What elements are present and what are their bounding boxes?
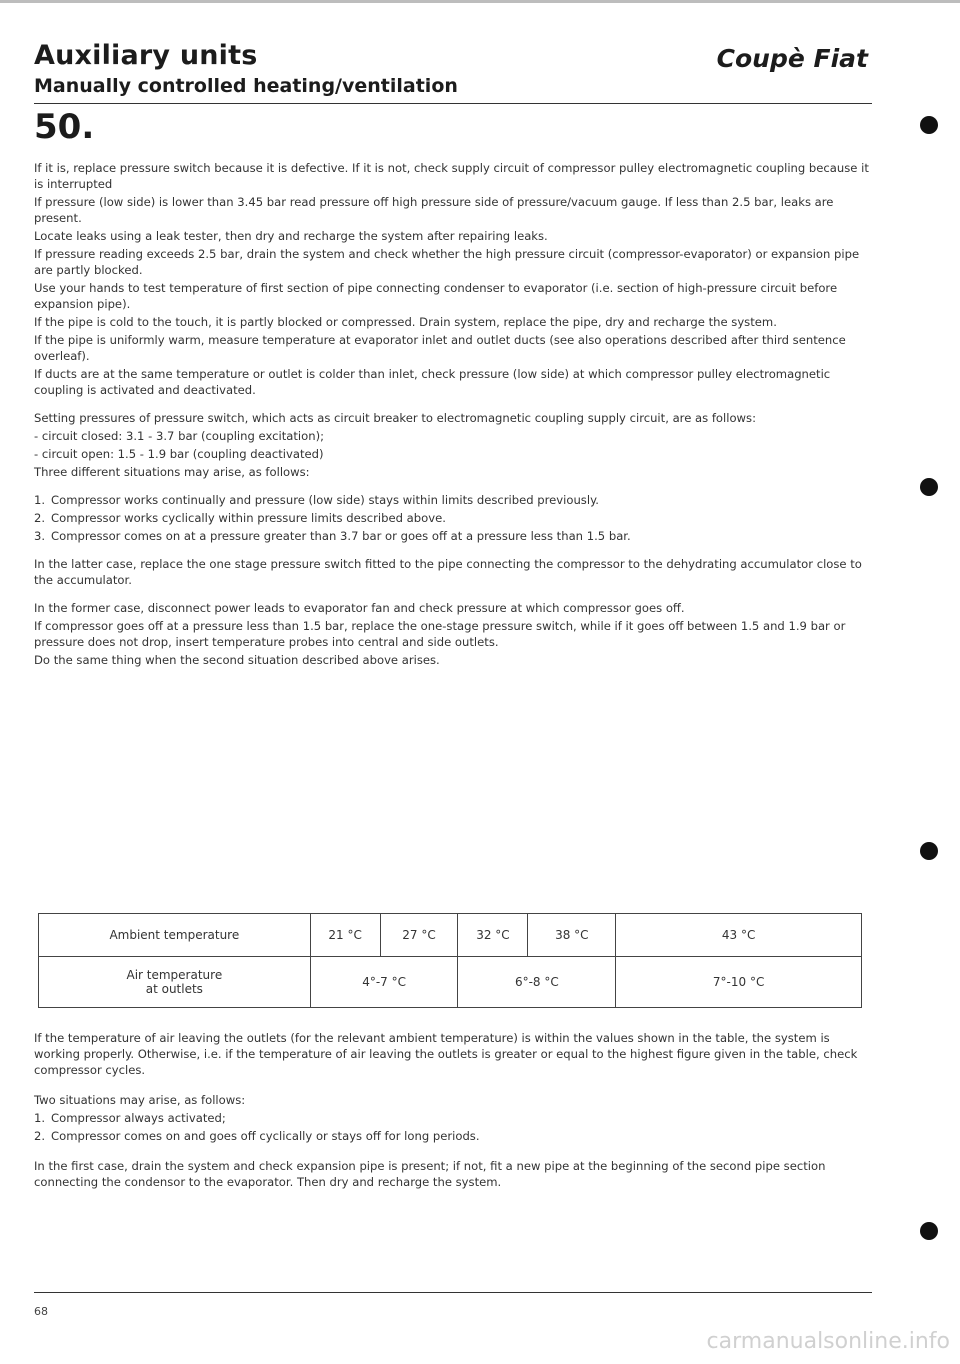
numbered-item: [34, 1110, 870, 1126]
table-header-cell: Ambient temperature: [39, 914, 311, 957]
paragraph: If ducts are at the same temperature or outlet is colder than inlet, check pressure (low side) at which compressor pulley electromagnetic coupling is activated and deactivated.: [34, 367, 831, 397]
paragraph: If pressure reading exceeds 2.5 bar, drain the system and check whether the high pressure circuit (compressor-evaporator) or expansion pipe are partly blocked.: [34, 247, 860, 277]
paragraph: In the latter case, replace the one stage pressure switch fitted to the pipe connecting the compressor to the dehydrating accumulator close to the accumulator.: [34, 557, 862, 587]
page-title: Auxiliary units: [34, 40, 258, 71]
numbered-item: [34, 528, 870, 544]
numbered-item: [34, 492, 870, 508]
brand-title: Coupè Fiat: [716, 44, 868, 73]
paragraph: In the first case, drain the system and check expansion pipe is present; if not, fit a new pipe at the beginning of the second pipe section connecting the condensor to the evaporator. Then dry and recharge the system.: [34, 1159, 826, 1189]
item-number: 3.: [34, 529, 46, 543]
table-cell: 43 °C: [616, 914, 862, 957]
paragraph: In the former case, disconnect power leads to evaporator fan and check pressure at which compressor goes off.: [34, 601, 685, 615]
section-number: 50.: [34, 107, 95, 147]
paragraph: If the pipe is uniformly warm, measure temperature at evaporator inlet and outlet ducts (see also operations described after third sentence overleaf).: [34, 333, 846, 363]
paragraph: Locate leaks using a leak tester, then dry and recharge the system after repairing leaks.: [34, 229, 548, 243]
table-cell: 7°-10 °C: [616, 957, 862, 1008]
numbered-item: [34, 510, 870, 526]
numbered-item: [34, 1128, 870, 1144]
item-number: 2.: [34, 511, 46, 525]
table-cell: 27 °C: [380, 914, 458, 957]
table-cell: 38 °C: [528, 914, 616, 957]
table-cell: 4°-7 °C: [310, 957, 458, 1008]
table-cell: 32 °C: [458, 914, 528, 957]
paragraph: If the temperature of air leaving the outlets (for the relevant ambient temperature) is within the values shown in the table, the system is working properly. Otherwise, i.e. if the temperature of air leaving the outlets is greater or equal to the highest figure given in the table, check compressor cycles.: [34, 1031, 858, 1077]
item-text: Compressor comes on and goes off cyclically or stays off for long periods.: [51, 1129, 480, 1143]
table-header-cell: [39, 957, 311, 1008]
paragraph: Do the same thing when the second situation described above arises.: [34, 653, 440, 667]
after-table-text: [34, 1030, 870, 1192]
page-subtitle: Manually controlled heating/ventilation: [34, 75, 458, 97]
binder-hole-icon: [920, 478, 938, 496]
item-text: Compressor works cyclically within pressure limits described above.: [51, 511, 446, 525]
item-text: Compressor always activated;: [51, 1111, 226, 1125]
item-number: 1.: [34, 493, 46, 507]
list-item: - circuit closed: 3.1 - 3.7 bar (coupling excitation);: [34, 429, 324, 443]
top-rule: [0, 0, 960, 3]
table-cell: 21 °C: [310, 914, 380, 957]
binder-hole-icon: [920, 116, 938, 134]
item-number: 2.: [34, 1129, 46, 1143]
binder-hole-icon: [920, 842, 938, 860]
body-text: [34, 160, 870, 670]
temperature-table: [38, 913, 862, 1008]
binder-hole-icon: [920, 1222, 938, 1240]
paragraph: Use your hands to test temperature of first section of pipe connecting condenser to evaporator (i.e. section of high-pressure circuit before expansion pipe).: [34, 281, 838, 311]
table-row: [39, 914, 862, 957]
paragraph: If it is, replace pressure switch because it is defective. If it is not, check supply circuit of compressor pulley electromagnetic coupling because it is interrupted: [34, 161, 869, 191]
label-line: Air temperature: [126, 968, 223, 982]
paragraph: Three different situations may arise, as follows:: [34, 465, 310, 479]
label-line: at outlets: [145, 982, 203, 996]
item-text: Compressor works continually and pressure (low side) stays within limits described previously.: [51, 493, 599, 507]
page-number: 68: [34, 1305, 48, 1318]
table-row: [39, 957, 862, 1008]
list-item: - circuit open: 1.5 - 1.9 bar (coupling deactivated): [34, 447, 324, 461]
header-rule: [34, 103, 872, 104]
paragraph: If compressor goes off at a pressure less than 1.5 bar, replace the one-stage pressure switch, while if it goes off between 1.5 and 1.9 bar or pressure does not drop, insert temperature probes into central and side outlets.: [34, 619, 846, 649]
paragraph: If the pipe is cold to the touch, it is partly blocked or compressed. Drain system, replace the pipe, dry and recharge the system.: [34, 315, 777, 329]
item-text: Compressor comes on at a pressure greater than 3.7 bar or goes off at a pressure less than 1.5 bar.: [51, 529, 631, 543]
watermark: carmanualsonline.info: [706, 1329, 950, 1354]
paragraph: Setting pressures of pressure switch, which acts as circuit breaker to electromagnetic coupling supply circuit, are as follows:: [34, 411, 756, 425]
table-cell: 6°-8 °C: [458, 957, 616, 1008]
item-number: 1.: [34, 1111, 46, 1125]
paragraph: Two situations may arise, as follows:: [34, 1093, 246, 1107]
footer-rule: [34, 1292, 872, 1293]
paragraph: If pressure (low side) is lower than 3.45 bar read pressure off high pressure side of pressure/vacuum gauge. If less than 2.5 bar, leaks are present.: [34, 195, 834, 225]
